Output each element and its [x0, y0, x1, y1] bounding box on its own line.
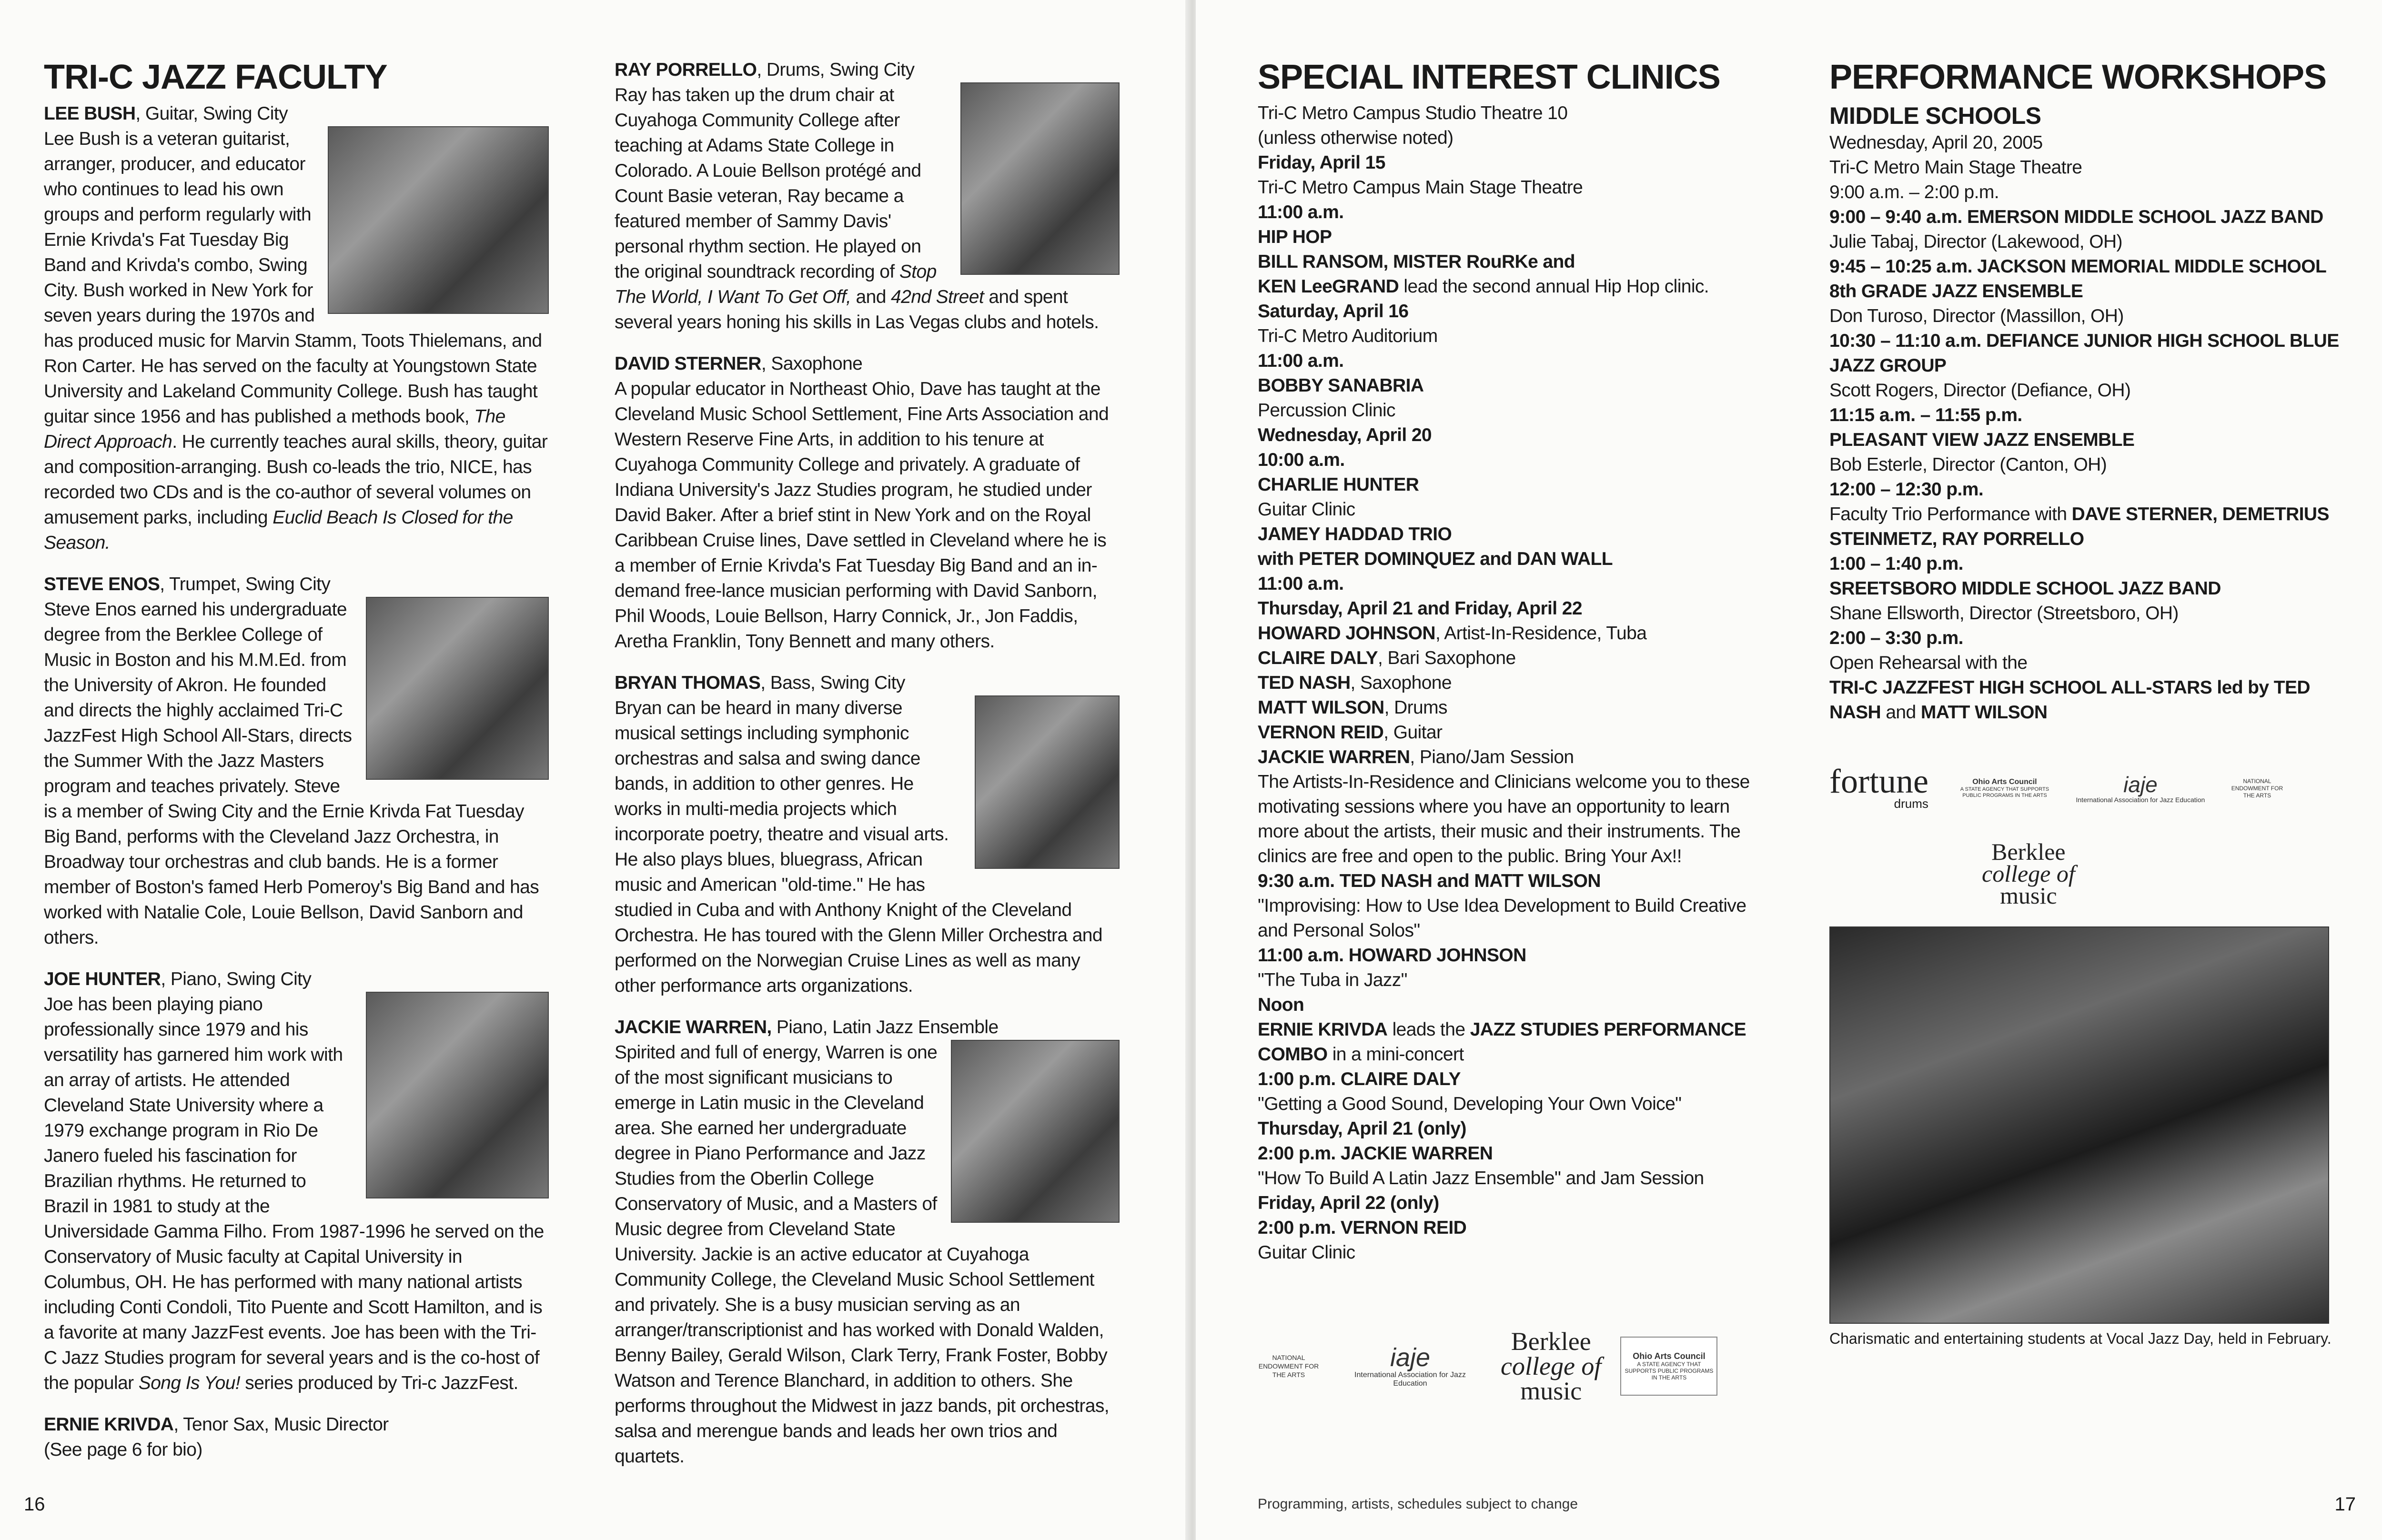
bryan-thomas-photo [975, 695, 1120, 869]
session-time: Noon [1258, 995, 1304, 1015]
artist-name: TED NASH [1258, 673, 1351, 693]
workshop-director: Don Turoso, Director (Massillon, OH) [1829, 306, 2124, 326]
clinics-welcome-text: The Artists-In-Residence and Clinicians welcome you to these motivating sessions where you have an opportunity to learn more about the artists, their music and their instruments. The clinics are free and open to the public. Bring Your Ax!! [1258, 772, 1750, 866]
bio-name: STEVE ENOS [44, 574, 160, 594]
artist-name: MATT WILSON [1258, 697, 1384, 718]
date-heading: Wednesday, April 20 [1258, 425, 1432, 445]
workshop-slot: 9:45 – 10:25 a.m. JACKSON MEMORIAL MIDDLE SCHOOL 8th GRADE JAZZ ENSEMBLE [1829, 256, 2326, 302]
time: 11:00 a.m. [1258, 574, 1344, 594]
time: 11:00 a.m. [1258, 351, 1344, 371]
clinics-column [1258, 57, 1763, 1265]
bio-text: Spirited and full of energy, Warren is one of the most significant musicians to emerge in Latin music in the Cleveland area. She earned her undergraduate degree in Piano Performance and Jazz Studies from the Oberlin College Conservatory of Music, and a Masters of Music degree from Cleveland State University. Jackie is an active educator at Cuyahoga Community College, the Cleveland Music School Settlement and privately. She is a busy musician serving as an arranger/transcriptionist and has worked with Donald Walden, Benny Bailey, Gerald Wilson, Clark Terry, Frank Foster, Bobby Watson and Terence Blanchard, in addition to others. She performs throughout the Midwest in jazz bands, pit orchestras, salsa and merengue bands and leads her own trios and quartets. [615, 1042, 1109, 1467]
berklee-line-2: college of [1982, 860, 2075, 887]
faculty-column-2 [615, 57, 1120, 1485]
artist-name: VERNON REID [1258, 722, 1384, 743]
bio-david-sterner [615, 351, 1120, 654]
bio-text: . He currently teaches aural skills, theory, guitar and composition-arranging. Bush co-leads the trio, NICE, has recorded two CDs and is the co-author of several volumes on amusement parks, including [44, 432, 548, 528]
workshops-subheading: MIDDLE SCHOOLS [1829, 102, 2041, 129]
date-heading: Thursday, April 21 and Friday, April 22 [1258, 598, 1582, 619]
berklee-line-2: college of [1501, 1352, 1602, 1380]
artist-role: , Saxophone [1350, 673, 1452, 693]
bio-role: , Tenor Sax, Music Director [173, 1414, 389, 1435]
bio-name: BRYAN THOMAS [615, 673, 761, 693]
iaje-subtext: International Association for Jazz Education [2076, 796, 2205, 804]
bio-lee-bush [44, 101, 549, 555]
artist-role: , Bari Saxophone [1378, 648, 1516, 668]
berklee-logo [1501, 1329, 1601, 1403]
faculty-column-1 [44, 57, 549, 1462]
workshop-slot: 2:00 – 3:30 p.m. [1829, 628, 1963, 648]
session-time: 11:00 a.m. HOWARD JOHNSON [1258, 945, 1526, 966]
clinic-names: BOBBY SANABRIA [1258, 375, 1424, 396]
session-desc: "The Tuba in Jazz" [1258, 970, 1407, 990]
workshops-column [1829, 57, 2339, 725]
book-title: Euclid Beach Is Closed for the Season. [44, 507, 513, 553]
bio-role: , Saxophone [761, 353, 863, 374]
photo-caption: Charismatic and entertaining students at Vocal Jazz Day, held in February. [1829, 1330, 2332, 1347]
clinic-desc: lead the second annual Hip Hop clinic. [1399, 276, 1709, 297]
page-number-right: 17 [2334, 1494, 2356, 1515]
clinic-names: BILL RANSOM, MISTER RouRKe and [1258, 252, 1575, 272]
bio-role: , Guitar, Swing City [135, 103, 288, 124]
berklee-line-1: Berklee [1511, 1327, 1591, 1356]
workshop-ensemble: PLEASANT VIEW JAZZ ENSEMBLE [1829, 430, 2135, 450]
bio-role: , Trumpet, Swing City [160, 574, 331, 594]
right-page [1196, 0, 2382, 1540]
clinics-venue-note: (unless otherwise noted) [1258, 128, 1453, 148]
bio-ernie-krivda [44, 1412, 549, 1462]
bio-role: Piano, Latin Jazz Ensemble [771, 1017, 999, 1037]
bio-role: , Bass, Swing City [760, 673, 905, 693]
clinics-heading: SPECIAL INTEREST CLINICS [1258, 58, 1720, 96]
workshop-director: Bob Esterle, Director (Canton, OH) [1829, 454, 2107, 475]
iaje-text: iaje [1390, 1343, 1431, 1372]
session-desc: Guitar Clinic [1258, 1242, 1355, 1263]
clinic-names: KEN LeeGRAND [1258, 276, 1399, 297]
artist-role: , Artist-In-Residence, Tuba [1435, 623, 1647, 644]
artist-name: CLAIRE DALY [1258, 648, 1378, 668]
session-time: 2:00 p.m. JACKIE WARREN [1258, 1143, 1493, 1164]
workshop-slot: 12:00 – 12:30 p.m. [1829, 479, 1984, 500]
workshop-venue: Tri-C Metro Main Stage Theatre [1829, 157, 2082, 178]
clinic-desc: Percussion Clinic [1258, 400, 1395, 421]
artist-role: , Piano/Jam Session [1410, 747, 1574, 767]
left-page [0, 0, 1189, 1540]
date-heading: Friday, April 15 [1258, 152, 1385, 173]
bio-jackie-warren [615, 1015, 1120, 1469]
clinic-names: CHARLIE HUNTER [1258, 474, 1419, 495]
session-time: 2:00 p.m. VERNON REID [1258, 1218, 1467, 1238]
bio-name: JOE HUNTER [44, 969, 161, 989]
nea-text: NATIONAL ENDOWMENT FOR THE ARTS [1258, 1354, 1319, 1379]
workshop-director: Shane Ellsworth, Director (Streetsboro, OH) [1829, 603, 2179, 624]
bio-text: (See page 6 for bio) [44, 1439, 202, 1460]
jackie-warren-photo [951, 1040, 1120, 1223]
bio-text: and spent several years honing his skills in Las Vegas clubs and hotels. [615, 287, 1099, 332]
bio-text: and [851, 287, 891, 307]
time: 11:00 a.m. [1258, 202, 1344, 222]
clinics-venue: Tri-C Metro Campus Studio Theatre 10 [1258, 103, 1568, 123]
bio-role: , Drums, Swing City [757, 60, 915, 80]
workshop-slot: 10:30 – 11:10 a.m. DEFIANCE JUNIOR HIGH SCHOOL BLUE JAZZ GROUP [1829, 331, 2339, 376]
fortune-drums-logo [1829, 762, 1928, 811]
sponsor-logos-bottom [1258, 1329, 1736, 1403]
artist-name: JAZZ STUDIES PERFORMANCE COMBO [1258, 1019, 1746, 1065]
ohio-subtext: A STATE AGENCY THAT SUPPORTS PUBLIC PROGRAMS IN THE ARTS [1960, 786, 2049, 798]
session-time: 1:00 p.m. CLAIRE DALY [1258, 1069, 1461, 1089]
workshop-names: TRI-C JAZZFEST HIGH SCHOOL ALL-STARS led by TED NASH [1829, 677, 2310, 723]
show-title: Song Is You! [138, 1373, 241, 1393]
workshop-date: Wednesday, April 20, 2005 [1829, 132, 2043, 153]
venue: Tri-C Metro Campus Main Stage Theatre [1258, 177, 1583, 198]
workshop-desc: Open Rehearsal with the [1829, 653, 2028, 673]
workshop-names: MATT WILSON [1920, 702, 2048, 723]
sponsor-logos-top [1829, 762, 2305, 815]
artist-name: ERNIE KRIVDA [1258, 1019, 1388, 1040]
bio-text: series produced by Tri-c JazzFest. [240, 1373, 518, 1393]
workshop-desc: Faculty Trio Performance with [1829, 504, 2072, 524]
workshop-slot: 11:15 a.m. – 11:55 p.m. [1829, 405, 2022, 425]
session-time: 9:30 a.m. TED NASH and MATT WILSON [1258, 871, 1601, 891]
iaje-subtext: International Association for Jazz Education [1354, 1371, 1466, 1388]
bio-text: Steve Enos earned his undergraduate degree from the Berklee College of Music in Boston and his M.M.Ed. from the University of Akron. He founded and directs the highly acclaimed Tri-C JazzFest High School All-Stars, directs the Summer With the Jazz Masters program and teaches privately. Steve is a member of Swing City and the Ernie Krivda Fat Tuesday Big Band, performs with the Cleveland Jazz Orchestra, in Broadway tour orchestras and club bands. He is a former member of Boston's famed Herb Pomeroy's Big Band and has worked with Natalie Cole, Louie Bellson, David Sanborn and others. [44, 599, 539, 948]
workshop-range: 9:00 a.m. – 2:00 p.m. [1829, 182, 1999, 202]
session-desc: in a mini-concert [1327, 1044, 1464, 1065]
bio-role: , Piano, Swing City [161, 969, 312, 989]
venue: Tri-C Metro Auditorium [1258, 326, 1438, 346]
session-desc: "How To Build A Latin Jazz Ensemble" and Jam Session [1258, 1168, 1704, 1188]
berklee-line-3: music [2000, 882, 2057, 909]
bio-name: ERNIE KRIVDA [44, 1414, 174, 1435]
clinic-names: JAMEY HADDAD TRIO [1258, 524, 1452, 544]
ohio-arts-council-logo-top [1957, 762, 2052, 815]
page-number-left: 16 [24, 1494, 45, 1515]
ray-porrello-photo [960, 82, 1120, 275]
bio-text: Bryan can be heard in many diverse musical settings including symphonic orchestras and salsa and swing dance bands, in addition to other genres. He works in multi-media projects which incorporate poetry, theatre and visual arts. He also plays blues, bluegrass, African music and American "old-time." He has studied in Cuba and with Anthony Knight of the Cleveland Orchestra. He has toured with the Glenn Miller Orchestra and performed on the Norwegian Cruise Lines as well as many other performance arts organizations. [615, 698, 1102, 996]
album-title: Stop The World, I Want To Get Off, [615, 262, 937, 307]
artist-name: JACKIE WARREN [1258, 747, 1410, 767]
session-desc: "Improvising: How to Use Idea Development to Build Creative and Personal Solos" [1258, 896, 1746, 941]
bio-ray-porrello [615, 57, 1120, 335]
joe-hunter-photo [366, 992, 549, 1198]
date-heading: Friday, April 22 (only) [1258, 1193, 1439, 1213]
lee-bush-photo [328, 126, 549, 314]
workshops-heading: PERFORMANCE WORKSHOPS [1829, 58, 2327, 96]
workshop-slot: 1:00 – 1:40 p.m. [1829, 554, 1963, 574]
ohio-text: Ohio Arts Council [1633, 1351, 1706, 1361]
vocal-jazz-day-photo [1829, 926, 2329, 1324]
workshop-names: DAVE STERNER, DEMETRIUS STEINMETZ, RAY PORRELLO [1829, 504, 2329, 549]
artist-role: , Drums [1384, 697, 1447, 718]
bio-name: RAY PORRELLO [615, 60, 757, 80]
workshop-desc: and [1881, 702, 1921, 723]
bio-name: DAVID STERNER [615, 353, 761, 374]
bio-name: JACKIE WARREN, [615, 1017, 772, 1037]
iaje-logo [1339, 1340, 1482, 1392]
bio-text: Lee Bush is a veteran guitarist, arranger, producer, and educator who continues to lead his own groups and perform regularly with Ernie Krivda's Fat Tuesday Big Band and Krivda's combo, Swing City. Bush worked in New York for seven years during the 1970s and has produced music for Marvin Stamm, Toots Thielemans, and Ron Carter. He has served on the faculty at Youngstown State University and Lakeland Community College. Bush has taught guitar since 1956 and has published a methods book, [44, 129, 542, 427]
bio-joe-hunter [44, 966, 549, 1396]
session-desc: leads the [1387, 1019, 1470, 1040]
bio-bryan-thomas [615, 670, 1120, 998]
artist-role: , Guitar [1383, 722, 1443, 743]
bio-text: Ray has taken up the drum chair at Cuyahoga Community College after teaching at Adams State College in Colorado. A Louie Bellson protégé and Count Basie veteran, Ray became a featured member of Sammy Davis' personal rhythm section. He played on the original soundtrack recording of [615, 85, 921, 282]
nea-text: NATIONAL ENDOWMENT FOR THE ARTS [2231, 777, 2283, 799]
iaje-text: iaje [2123, 772, 2158, 797]
time: 10:00 a.m. [1258, 450, 1345, 470]
clinic-title: HIP HOP [1258, 227, 1332, 247]
page-footer: Programming, artists, schedules subject to change [1258, 1496, 1578, 1512]
workshop-ensemble: SREETSBORO MIDDLE SCHOOL JAZZ BAND [1829, 578, 2221, 599]
date-heading: Thursday, April 21 (only) [1258, 1118, 1466, 1139]
bio-text: Joe has been playing piano professionally since 1979 and his versatility has garnered him work with an array of artists. He attended Cleveland State University where a 1979 exchange program in Rio De Janero fueled his fascination for Brazilian rhythms. He returned to Brazil in 1981 to study at the Universidade Gamma Filho. From 1987-1996 he served on the Conservatory of Music faculty at Capital University in Columbus, OH. He has performed with many national artists including Conti Condoli, Tito Puente and Scott Hamilton, and is a favorite at many JazzFest events. Joe has been with the Tri-C Jazz Studies program for several years and is the co-host of the popular [44, 994, 544, 1393]
artist-name: HOWARD JOHNSON [1258, 623, 1435, 644]
fortune-text: fortune [1829, 762, 1928, 800]
steve-enos-photo [366, 597, 549, 780]
date-heading: Saturday, April 16 [1258, 301, 1409, 322]
workshop-director: Julie Tabaj, Director (Lakewood, OH) [1829, 232, 2122, 252]
workshop-director: Scott Rogers, Director (Defiance, OH) [1829, 380, 2131, 401]
ohio-arts-council-logo [1620, 1337, 1717, 1396]
faculty-heading: TRI-C JAZZ FACULTY [44, 58, 387, 96]
berklee-logo-top [1982, 838, 2075, 909]
fortune-subtext: drums [1894, 796, 1928, 811]
clinic-desc: Guitar Clinic [1258, 499, 1355, 520]
session-desc: "Getting a Good Sound, Developing Your Own Voice" [1258, 1094, 1682, 1114]
album-title: 42nd Street [891, 287, 984, 307]
clinic-names: with PETER DOMINQUEZ and DAN WALL [1258, 549, 1613, 569]
nea-logo-top [2229, 762, 2286, 815]
bio-name: LEE BUSH [44, 103, 136, 124]
berklee-line-1: Berklee [1991, 838, 2066, 865]
ohio-text: Ohio Arts Council [1972, 778, 2037, 786]
workshop-slot: 9:00 – 9:40 a.m. EMERSON MIDDLE SCHOOL JAZZ BAND [1829, 207, 2323, 227]
nea-logo [1258, 1330, 1320, 1402]
bio-steve-enos [44, 572, 549, 950]
berklee-line-3: music [1520, 1377, 1582, 1405]
ohio-subtext: A STATE AGENCY THAT SUPPORTS PUBLIC PROGRAMS IN THE ARTS [1625, 1361, 1714, 1381]
book-title: The Direct Approach [44, 406, 505, 452]
iaje-logo-top [2071, 765, 2210, 812]
bio-text: A popular educator in Northeast Ohio, Dave has taught at the Cleveland Music School Settlement, Fine Arts Association and Western Reserve Fine Arts, in addition to his tenure at Cuyahoga Community College and privately. A graduate of Indiana University's Jazz Studies program, he studied under David Baker. After a brief stint in New York and on the Royal Caribbean Cruise lines, Dave settled in Cleveland where he is a member of Ernie Krivda's Fat Tuesday Big Band and an in-demand free-lance musician performing with David Sanborn, Phil Woods, Louie Bellson, Harry Connick, Jr., Jon Faddis, Aretha Franklin, Tony Bennett and many others. [615, 379, 1109, 652]
